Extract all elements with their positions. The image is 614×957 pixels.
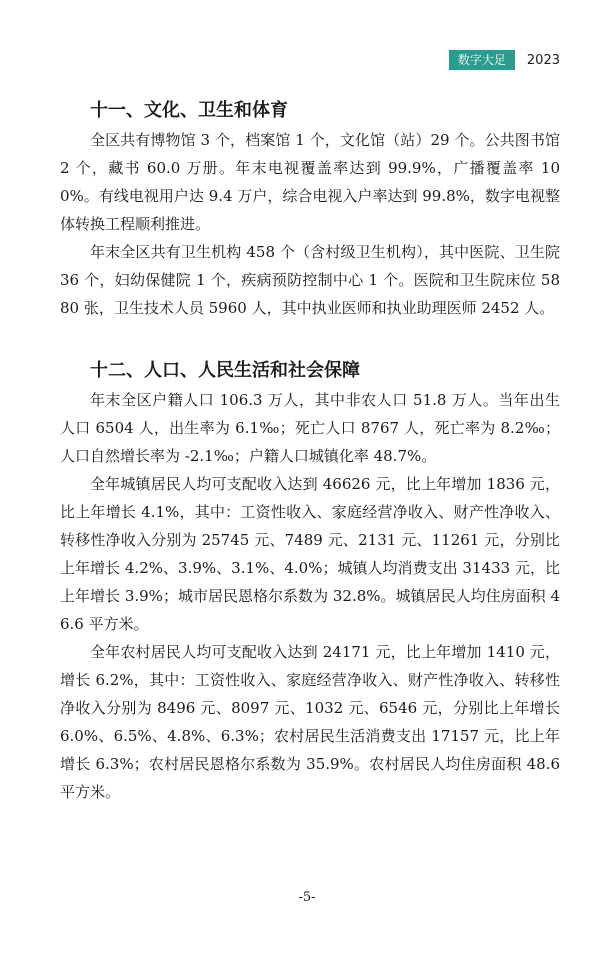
paragraph-urban-income: 全年城镇居民人均可支配收入达到 46626 元，比上年增加 1836 元，比上年增长 4.1%，其中：工资性收入、家庭经营净收入、财产性净收入、转移性净收入分别为 25745 元、7489 元、2131 元、11261 元，分别比上年增长 4.2%、3.9%、3.1%、4.0%；城镇人均消费支出 31433 元，比上年增长 3.9%；城市居民恩格尔系数为 32.8%。城镇居民人均住房面积 46.6 平方米。 [60, 475, 560, 633]
document-body [60, 96, 560, 806]
paragraph-culture: 全区共有博物馆 3 个，档案馆 1 个，文化馆（站）29 个。公共图书馆 2 个，藏书 60.0 万册。年末电视覆盖率达到 99.9%，广播覆盖率 100%。有线电视用户达 9.4 万户，综合电视入户率达到 99.8%，数字电视整体转换工程顺利推进。 [60, 131, 560, 233]
section-title-population-livelihood: 十二、人口、人民生活和社会保障 [90, 360, 360, 381]
paragraph-health: 年末全区共有卫生机构 458 个（含村级卫生机构），其中医院、卫生院 36 个，妇幼保健院 1 个，疾病预防控制中心 1 个。医院和卫生院床位 5880 张，卫生技术人员 5960 人，其中执业医师和执业助理医师 2452 人。 [60, 243, 560, 317]
publication-year: 2023 [526, 52, 560, 68]
section-title-culture-health-sports: 十一、文化、卫生和体育 [90, 100, 288, 121]
paragraph-population: 年末全区户籍人口 106.3 万人，其中非农人口 51.8 万人。当年出生人口 6504 人，出生率为 6.1‰；死亡人口 8767 人，死亡率为 8.2‰；人口自然增长率为 -2.1‰；户籍人口城镇化率 48.7%。 [60, 391, 560, 465]
paragraph-rural-income: 全年农村居民人均可支配收入达到 24171 元，比上年增加 1410 元，增长 6.2%，其中：工资性收入、家庭经营净收入、财产性净收入、转移性净收入分别为 8496 元、8097 元、1032 元、6546 元，分别比上年增长 6.0%、6.5%、4.8%、6.3%；农村居民生活消费支出 17157 元，比上年增长 6.3%；农村居民恩格尔系数为 35.9%。农村居民人均住房面积 48.6 平方米。 [60, 643, 560, 801]
page-header [449, 50, 560, 70]
publication-badge: 数字大足 [449, 50, 515, 70]
page-number: -5- [298, 890, 316, 905]
section-spacer [60, 322, 560, 356]
